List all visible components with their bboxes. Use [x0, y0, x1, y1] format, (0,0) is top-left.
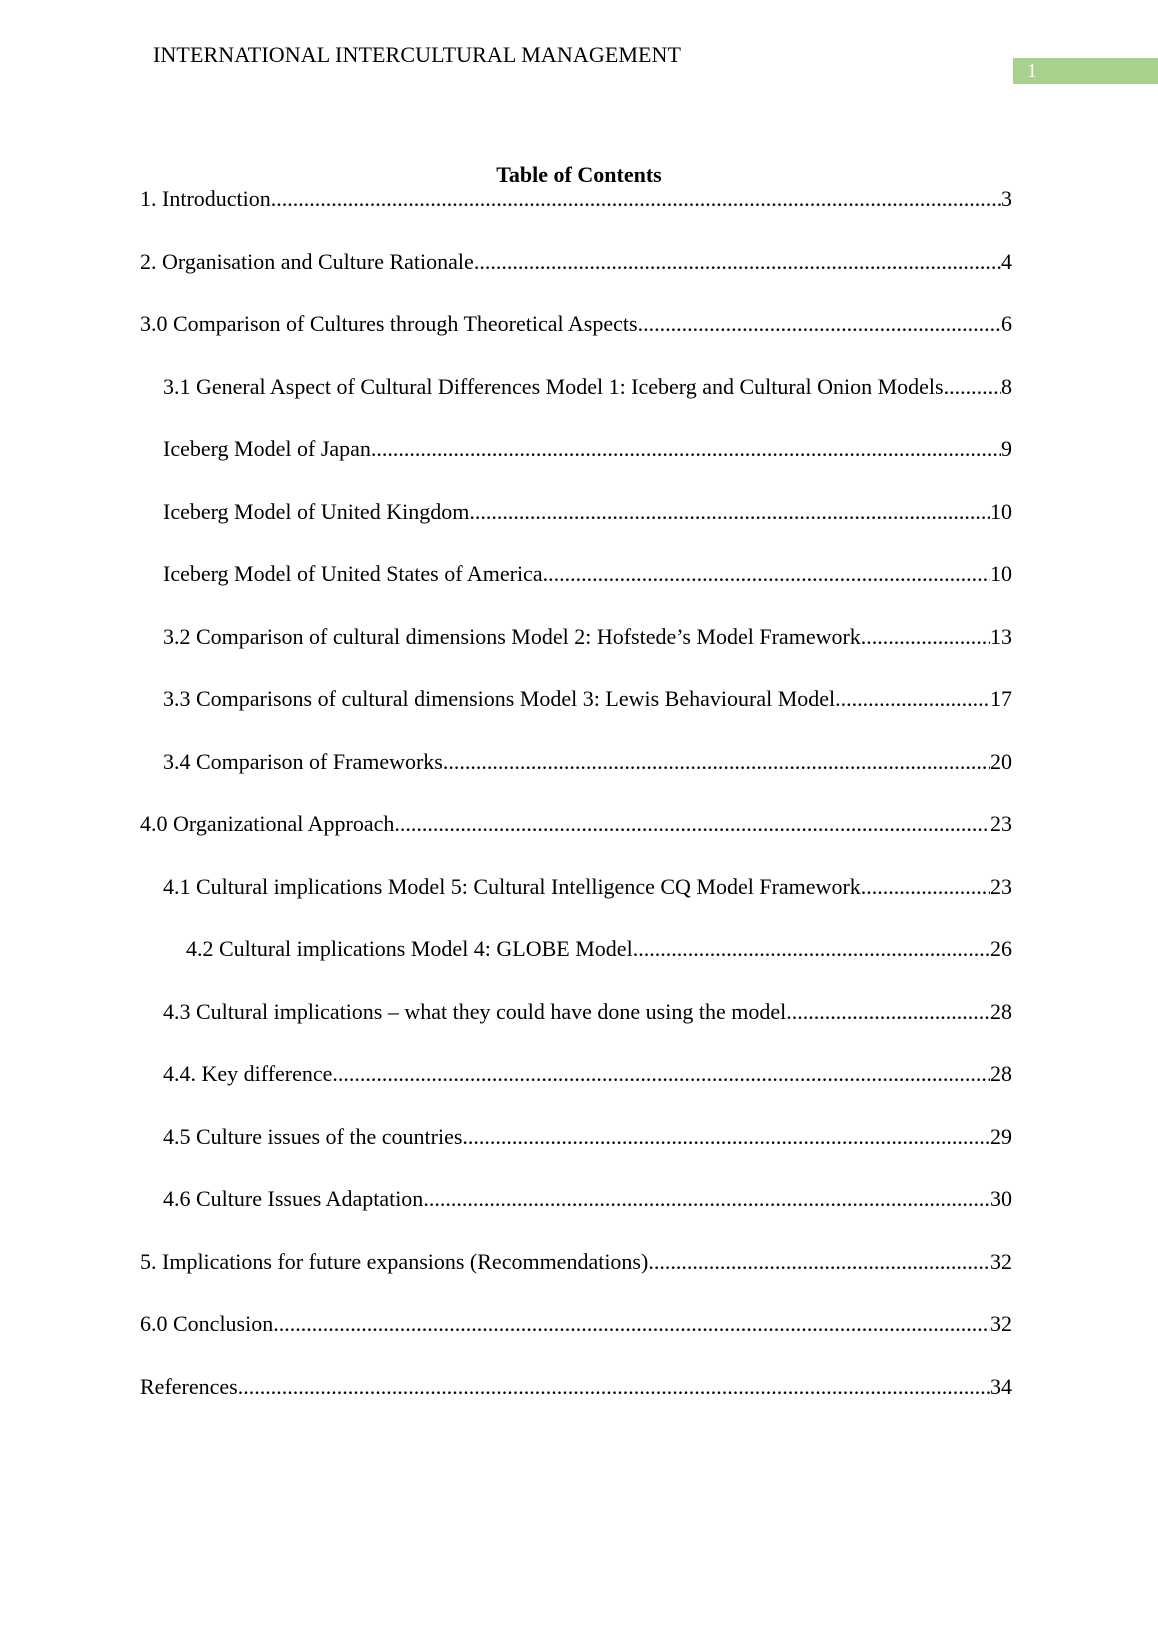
toc-dot-leader [443, 749, 990, 775]
toc-entry-page: 20 [990, 749, 1012, 774]
toc-entry[interactable] [140, 311, 1012, 337]
toc-entry[interactable] [163, 999, 1012, 1025]
toc-entry-label: 4.2 Cultural implications Model 4: GLOBE Model [186, 936, 633, 961]
toc-entry-label: 2. Organisation and Culture Rationale [140, 249, 474, 274]
toc-entry-page: 29 [990, 1124, 1012, 1149]
toc-entry-page: 9 [1001, 436, 1012, 461]
toc-entry-page: 30 [990, 1186, 1012, 1211]
toc-entry-label: 3.1 General Aspect of Cultural Differences Model 1: Iceberg and Cultural Onion Models [163, 374, 944, 399]
toc-dot-leader [638, 311, 1001, 337]
toc-entry-page: 8 [1001, 374, 1012, 399]
toc-entry-page: 13 [990, 624, 1012, 649]
toc-entry[interactable] [163, 874, 1012, 900]
toc-dot-leader [332, 1061, 990, 1087]
toc-entry[interactable] [163, 499, 1012, 525]
running-header-title: INTERNATIONAL INTERCULTURAL MANAGEMENT [153, 42, 682, 67]
toc-entry-page: 6 [1001, 311, 1012, 336]
toc-dot-leader [543, 561, 990, 587]
toc-entry[interactable] [140, 249, 1012, 275]
toc-entry-page: 3 [1001, 186, 1012, 211]
toc-entry-page: 32 [990, 1311, 1012, 1336]
toc-dot-leader [474, 249, 1001, 275]
toc-entry[interactable] [140, 1374, 1012, 1400]
toc-entry-label: 3.0 Comparison of Cultures through Theoretical Aspects [140, 311, 638, 336]
toc-entry-page: 23 [990, 811, 1012, 836]
toc-entry[interactable] [140, 186, 1012, 212]
toc-entry-label: 4.4. Key difference [163, 1061, 333, 1086]
toc-entry[interactable] [163, 686, 1012, 712]
toc-entry[interactable] [140, 1249, 1012, 1275]
toc-dot-leader [271, 186, 1001, 212]
toc-dot-leader [944, 374, 1001, 400]
page-number-badge: 1 [1013, 58, 1158, 84]
toc-dot-leader [273, 1311, 990, 1337]
toc-entry[interactable] [163, 436, 1012, 462]
toc-entry-page: 34 [990, 1374, 1012, 1399]
toc-entry-label: 6.0 Conclusion [140, 1311, 274, 1336]
toc-entry-page: 4 [1001, 249, 1012, 274]
toc-title: Table of Contents [496, 162, 662, 187]
toc-entry-page: 26 [990, 936, 1012, 961]
toc-entry[interactable] [186, 936, 1012, 962]
toc-dot-leader [786, 999, 990, 1025]
toc-entry-label: 4.0 Organizational Approach [140, 811, 395, 836]
toc-entry[interactable] [163, 374, 1012, 400]
toc-dot-leader [462, 1124, 990, 1150]
toc-entry-page: 23 [990, 874, 1012, 899]
toc-entry-page: 28 [990, 1061, 1012, 1086]
toc-dot-leader [861, 624, 990, 650]
toc-dot-leader [648, 1249, 990, 1275]
toc-entry-label: 4.5 Culture issues of the countries [163, 1124, 463, 1149]
toc-entry-page: 28 [990, 999, 1012, 1024]
toc-entry-label: Iceberg Model of United States of America [163, 561, 543, 586]
toc-dot-leader [835, 686, 990, 712]
toc-entry-label: 4.1 Cultural implications Model 5: Cultural Intelligence CQ Model Framework [163, 874, 861, 899]
toc-dot-leader [861, 874, 990, 900]
toc-dot-leader [394, 811, 990, 837]
toc-entry[interactable] [163, 749, 1012, 775]
toc-dot-leader [469, 499, 990, 525]
toc-entry-label: Iceberg Model of United Kingdom [163, 499, 470, 524]
toc-entry[interactable] [163, 1186, 1012, 1212]
toc-entry[interactable] [140, 811, 1012, 837]
toc-entry[interactable] [163, 1061, 1012, 1087]
toc-entry[interactable] [163, 624, 1012, 650]
toc-entry-page: 17 [990, 686, 1012, 711]
toc-entry[interactable] [163, 1124, 1012, 1150]
toc-dot-leader [371, 436, 1001, 462]
toc-entry-label: References [140, 1374, 238, 1399]
toc-entry-page: 32 [990, 1249, 1012, 1274]
toc-dot-leader [238, 1374, 990, 1400]
toc-entry-label: Iceberg Model of Japan [163, 436, 371, 461]
toc-entry-label: 4.3 Cultural implications – what they could have done using the model [163, 999, 787, 1024]
toc-entry-label: 3.3 Comparisons of cultural dimensions Model 3: Lewis Behavioural Model [163, 686, 836, 711]
toc-entry-label: 5. Implications for future expansions (Recommendations) [140, 1249, 649, 1274]
toc-entry-page: 10 [990, 499, 1012, 524]
toc-dot-leader [633, 936, 990, 962]
toc-entry-label: 3.2 Comparison of cultural dimensions Model 2: Hofstede’s Model Framework [163, 624, 861, 649]
toc-entry[interactable] [163, 561, 1012, 587]
toc-dot-leader [423, 1186, 990, 1212]
toc-entry-label: 3.4 Comparison of Frameworks [163, 749, 443, 774]
toc-entry-page: 10 [990, 561, 1012, 586]
toc-entry-label: 4.6 Culture Issues Adaptation [163, 1186, 424, 1211]
toc-entry[interactable] [140, 1311, 1012, 1337]
toc-entry-label: 1. Introduction [140, 186, 271, 211]
